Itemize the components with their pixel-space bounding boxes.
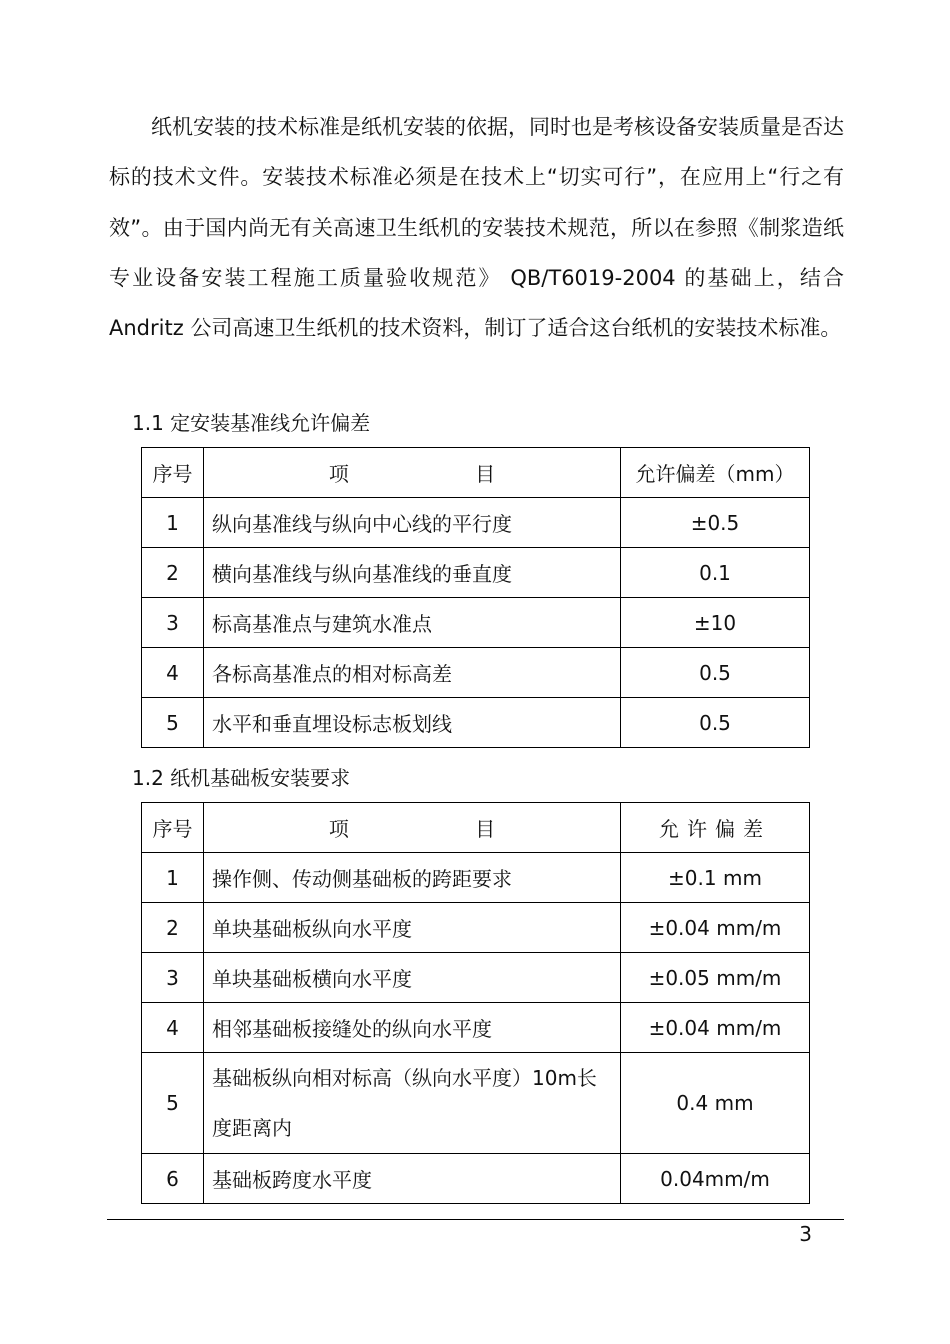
row-index: 1 [142,853,204,903]
row-tolerance: ±0.5 [621,498,810,548]
row-item: 单块基础板横向水平度 [204,953,621,1003]
intro-paragraph [109,102,844,353]
table-row [142,853,810,903]
intro-text: 纸机安装的技术标准是纸机安装的依据，同时也是考核设备安装质量是否达标的技术文件。安装技术标准必须是在技术上“切实可行”，在应用上“行之有效”。由于国内尚无有关高速卫生纸机的安装技术规范，所以在参照《制浆造纸专业设备安装工程施工质量验收规范》 QB/T6019-2004 的基础上，结合 Andritz 公司高速卫生纸机的技术资料，制订了适合这台纸机的安装技术标准。 [109,115,844,341]
table-row [142,498,810,548]
row-tolerance: ±0.05 mm/m [621,953,810,1003]
row-item: 水平和垂直埋设标志板划线 [204,698,621,748]
row-index: 5 [142,1053,204,1154]
row-item: 各标高基准点的相对标高差 [204,648,621,698]
header-index: 序号 [142,803,204,853]
table-row [142,1154,810,1204]
header-tolerance: 允许偏差 [621,803,810,853]
header-tolerance: 允许偏差（mm） [621,448,810,498]
row-item: 单块基础板纵向水平度 [204,903,621,953]
row-index: 1 [142,498,204,548]
row-tolerance: 0.5 [621,648,810,698]
row-item: 基础板跨度水平度 [204,1154,621,1204]
tolerance-table-2 [141,802,810,1204]
row-item: 标高基准点与建筑水准点 [204,598,621,648]
page-number: 3 [799,1222,812,1246]
row-index: 6 [142,1154,204,1204]
table-header-row [142,803,810,853]
header-item: 项 目 [204,448,621,498]
row-item: 纵向基准线与纵向中心线的平行度 [204,498,621,548]
row-tolerance: 0.5 [621,698,810,748]
section-1-heading: 1.1 定安装基准线允许偏差 [132,411,371,435]
table-row [142,548,810,598]
row-tolerance: ±10 [621,598,810,648]
table-row [142,648,810,698]
row-item: 相邻基础板接缝处的纵向水平度 [204,1003,621,1053]
header-item: 项 目 [204,803,621,853]
table-header-row [142,448,810,498]
row-tolerance: ±0.04 mm/m [621,1003,810,1053]
row-tolerance: ±0.04 mm/m [621,903,810,953]
row-index: 2 [142,903,204,953]
row-index: 4 [142,648,204,698]
row-item: 横向基准线与纵向基准线的垂直度 [204,548,621,598]
row-index: 5 [142,698,204,748]
row-item: 操作侧、传动侧基础板的跨距要求 [204,853,621,903]
row-item: 基础板纵向相对标高（纵向水平度）10m长度距离内 [204,1053,621,1154]
section-2-heading: 1.2 纸机基础板安装要求 [132,766,351,790]
row-index: 2 [142,548,204,598]
header-index: 序号 [142,448,204,498]
row-tolerance: 0.04mm/m [621,1154,810,1204]
row-tolerance: ±0.1 mm [621,853,810,903]
row-tolerance: 0.1 [621,548,810,598]
row-index: 3 [142,953,204,1003]
table-row [142,1003,810,1053]
tolerance-table-1 [141,447,810,748]
table-row [142,698,810,748]
table-row [142,598,810,648]
table-row [142,953,810,1003]
row-index: 4 [142,1003,204,1053]
row-index: 3 [142,598,204,648]
row-tolerance: 0.4 mm [621,1053,810,1154]
table-row [142,1053,810,1154]
footer-divider [107,1219,844,1220]
table-row [142,903,810,953]
